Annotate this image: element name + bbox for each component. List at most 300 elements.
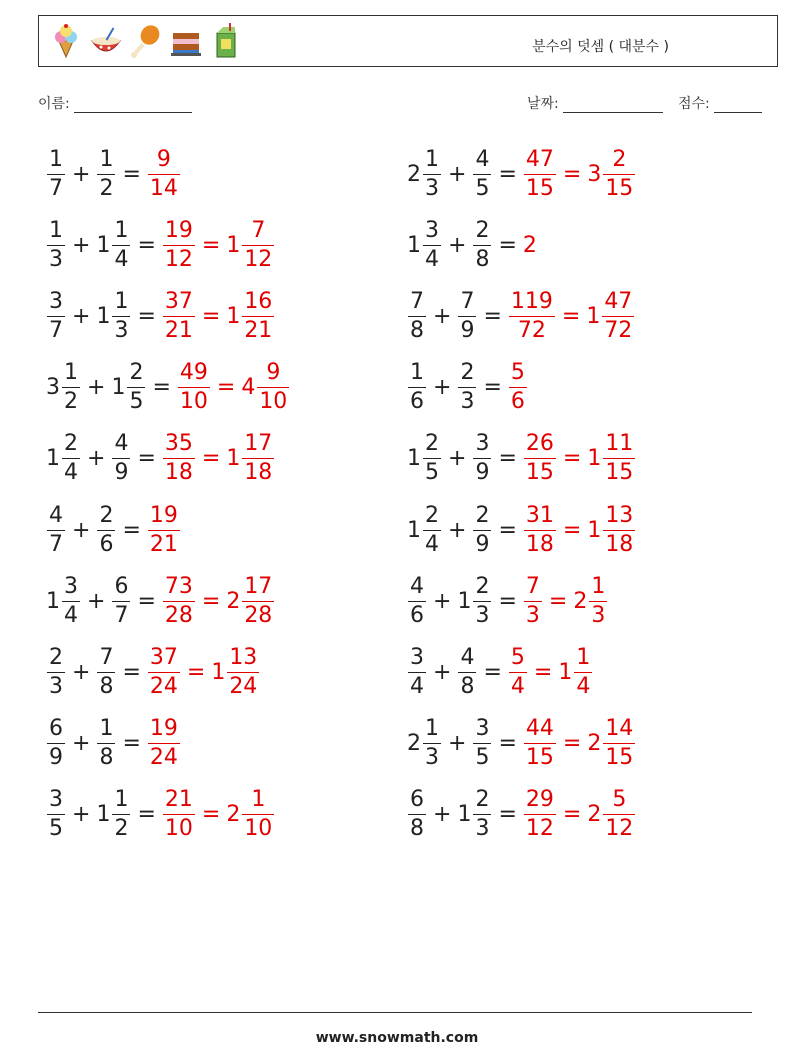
answer-equals-sign: = [548, 588, 568, 614]
addend-a-denominator: 5 [49, 816, 63, 842]
answer-equals-sign: = [186, 659, 206, 685]
header-icons [49, 23, 243, 59]
addend-b-fraction [112, 433, 130, 484]
addend-b-numerator: 2 [475, 787, 490, 813]
answer-fraction [603, 502, 635, 557]
score-label: 점수: [678, 96, 710, 112]
addend-b-whole: 1 [96, 303, 111, 329]
answer-equals-sign: = [201, 303, 221, 329]
answer-denominator: 12 [605, 816, 634, 842]
addend-a-denominator: 3 [49, 673, 63, 699]
addend-b-number [96, 146, 116, 201]
addend-a-number [407, 146, 442, 201]
problem-item [407, 139, 636, 209]
addend-b-number [111, 433, 131, 484]
problem-item [407, 210, 538, 280]
equals-sign: = [498, 232, 517, 258]
addend-a-numerator: 1 [49, 217, 63, 243]
answer-number [147, 644, 181, 699]
plus-sign: + [72, 303, 91, 329]
equals-sign: = [137, 446, 156, 472]
addend-b-number [472, 718, 492, 769]
answer-whole: 3 [587, 161, 602, 187]
answer-denominator: 12 [164, 246, 193, 272]
addend-a-numerator: 1 [425, 146, 439, 172]
addend-b-denominator: 9 [114, 460, 129, 486]
addend-b-numerator: 4 [114, 431, 129, 457]
answer-number [226, 789, 275, 840]
addend-a-fraction [62, 433, 80, 484]
answer-numerator: 47 [604, 288, 633, 314]
answer [147, 146, 181, 201]
answer-numerator: 16 [244, 288, 273, 314]
addend-a-denominator: 4 [64, 602, 78, 628]
answer-equals-sign: = [201, 802, 221, 828]
addend-a-number [46, 217, 66, 272]
answer-denominator: 24 [149, 673, 178, 699]
plus-sign: + [72, 802, 91, 828]
addend-a-fraction [423, 217, 441, 272]
answer-number [508, 644, 528, 699]
equals-sign: = [498, 588, 517, 614]
problem-item [46, 495, 181, 565]
answer-fraction [603, 718, 635, 769]
answer-number [162, 573, 196, 628]
answer-number [587, 789, 636, 840]
date-field [527, 93, 663, 113]
addend-a-fraction [62, 573, 80, 628]
problem-item [407, 637, 593, 707]
addend-a-fraction [408, 573, 426, 628]
answer-numerator: 49 [179, 360, 208, 386]
addend-b-fraction [458, 288, 476, 343]
addend-b-numerator: 2 [475, 573, 490, 599]
problem-item [407, 495, 636, 565]
addend-a-numerator: 4 [49, 502, 63, 528]
answer-number [162, 288, 196, 343]
answer-equals-sign: = [201, 446, 221, 472]
answer-number [586, 288, 635, 343]
addend-b-number [96, 502, 116, 557]
answer-whole: 2 [226, 802, 241, 828]
answer-equals-sign: = [216, 375, 236, 401]
answer-numerator: 13 [229, 644, 258, 670]
cake-icon [169, 23, 203, 59]
addend-b-fraction [458, 644, 476, 699]
addend-a-whole: 1 [407, 232, 421, 258]
answer-number [508, 288, 556, 343]
answer-whole: 1 [211, 659, 226, 685]
answer-number [162, 433, 196, 484]
answer-denominator: 15 [605, 745, 634, 771]
addend-a-number [407, 502, 442, 557]
answer-fraction [524, 146, 556, 201]
addend-a-fraction [47, 789, 65, 840]
answer-fraction [603, 433, 635, 484]
addend-b-number [96, 217, 131, 272]
equals-sign: = [152, 375, 171, 401]
answer-denominator: 18 [525, 531, 554, 557]
answer [508, 288, 635, 343]
addend-a-number [46, 573, 81, 628]
problem-item [46, 637, 260, 707]
answer-denominator: 15 [525, 745, 554, 771]
addend-a-fraction [47, 288, 65, 343]
answer-denominator: 21 [149, 531, 178, 557]
addend-a-numerator: 2 [64, 431, 78, 457]
addend-b-number [457, 362, 477, 413]
answer-denominator: 4 [510, 673, 525, 699]
equals-sign: = [498, 731, 517, 757]
addend-a-denominator: 7 [49, 317, 63, 343]
addend-b-denominator: 3 [114, 317, 129, 343]
addend-b-number [96, 644, 116, 699]
addend-a-whole: 3 [46, 375, 60, 401]
answer-equals-sign: = [562, 517, 582, 543]
answer-denominator: 72 [509, 316, 555, 342]
addend-a-fraction [47, 718, 65, 769]
answer [523, 573, 608, 628]
answer-fraction [602, 288, 634, 343]
chicken-leg-icon [129, 23, 163, 59]
addend-a-numerator: 6 [49, 716, 63, 742]
header-box [38, 15, 778, 67]
name-line [74, 98, 192, 113]
footer-url: www.snowmath.com [315, 1030, 479, 1046]
addend-b-fraction [473, 433, 491, 484]
answer-fraction [509, 362, 527, 413]
addend-b-whole: 1 [96, 802, 111, 828]
plus-sign: + [72, 517, 91, 543]
plus-sign: + [87, 446, 106, 472]
answer-numerator: 17 [244, 431, 273, 457]
answer-fraction [524, 789, 556, 840]
addend-a-numerator: 1 [425, 716, 439, 742]
problem-item [46, 780, 275, 850]
answer-equals-sign: = [562, 446, 582, 472]
addend-b-whole: 1 [111, 375, 126, 401]
answer-numerator: 26 [525, 431, 554, 457]
answer-denominator: 18 [605, 531, 634, 557]
answer-number [162, 217, 196, 272]
addend-a-number [46, 644, 66, 699]
addend-a-denominator: 7 [49, 175, 63, 201]
addend-b-number [457, 573, 492, 628]
problem-item [46, 709, 181, 779]
addend-a-fraction [408, 362, 426, 413]
answer-fraction [603, 789, 635, 840]
addend-b-fraction [473, 718, 491, 769]
answer-denominator: 72 [604, 317, 633, 343]
answer-fraction [524, 573, 542, 628]
problem-item [407, 424, 636, 494]
answer-number [523, 433, 557, 484]
answer [523, 233, 538, 258]
addend-b-fraction [127, 362, 145, 413]
addend-b-number [457, 789, 492, 840]
addend-b-fraction [97, 718, 115, 769]
addend-b-number [111, 573, 131, 628]
answer [523, 718, 636, 769]
addend-b-numerator: 2 [460, 360, 475, 386]
addend-a-number [407, 433, 442, 484]
addend-b-denominator: 8 [460, 673, 475, 699]
problem-item [46, 566, 275, 636]
answer-fraction [574, 644, 592, 699]
addend-a-denominator: 2 [64, 389, 78, 415]
answer-numerator: 5 [510, 360, 525, 386]
rice-bowl-icon [89, 23, 123, 59]
plus-sign: + [433, 588, 452, 614]
answer [162, 573, 275, 628]
answer-fraction [509, 288, 555, 343]
addend-a-fraction [423, 146, 441, 201]
answer-numerator: 31 [525, 502, 554, 528]
problem-item [46, 210, 275, 280]
equals-sign: = [498, 161, 517, 187]
answer [162, 217, 275, 272]
plus-sign: + [433, 375, 452, 401]
addend-a-denominator: 8 [410, 816, 424, 842]
addend-a-denominator: 4 [410, 673, 424, 699]
addend-b-fraction [473, 502, 491, 557]
juice-box-icon [209, 23, 243, 59]
plus-sign: + [87, 375, 106, 401]
equals-sign: = [137, 232, 156, 258]
equals-sign: = [483, 659, 502, 685]
footer-divider [38, 1012, 752, 1013]
addend-b-denominator: 3 [475, 816, 490, 842]
answer-number [587, 433, 636, 484]
answer-denominator: 18 [164, 460, 193, 486]
answer [508, 644, 593, 699]
problem-item [46, 281, 275, 351]
answer-number [523, 573, 543, 628]
answer-equals-sign: = [562, 731, 582, 757]
answer [508, 362, 528, 413]
plus-sign: + [72, 232, 91, 258]
addend-b-denominator: 5 [475, 745, 490, 771]
answer-number [587, 718, 636, 769]
answer-denominator: 21 [164, 317, 193, 343]
addend-a-number [46, 789, 66, 840]
answer-whole: 2 [573, 588, 588, 614]
plus-sign: + [448, 731, 467, 757]
answer-equals-sign: = [561, 303, 581, 329]
addend-a-whole: 1 [46, 588, 60, 614]
answer-numerator: 37 [164, 288, 193, 314]
answer-whole: 1 [226, 232, 241, 258]
addend-a-numerator: 3 [49, 787, 63, 813]
addend-a-denominator: 7 [49, 531, 63, 557]
answer-denominator: 10 [179, 389, 208, 415]
addend-a-numerator: 2 [425, 502, 439, 528]
addend-b-numerator: 2 [99, 502, 114, 528]
plus-sign: + [448, 161, 467, 187]
addend-a-fraction [423, 433, 441, 484]
equals-sign: = [137, 303, 156, 329]
addend-a-fraction [47, 217, 65, 272]
addend-a-fraction [47, 502, 65, 557]
answer [523, 789, 636, 840]
addend-a-fraction [423, 718, 441, 769]
addend-a-fraction [408, 288, 426, 343]
addend-b-denominator: 6 [99, 531, 114, 557]
answer-numerator: 11 [605, 431, 634, 457]
answer-numerator: 37 [149, 644, 178, 670]
answer [523, 502, 636, 557]
score-line [714, 98, 762, 113]
addend-b-whole: 1 [457, 588, 472, 614]
answer-denominator: 10 [164, 816, 193, 842]
answer-fraction [148, 146, 180, 201]
addend-b-numerator: 6 [114, 573, 129, 599]
answer-whole: 1 [226, 303, 241, 329]
addend-b-denominator: 4 [114, 246, 129, 272]
addend-b-denominator: 7 [114, 602, 129, 628]
answer-number [523, 146, 557, 201]
addend-b-numerator: 1 [114, 787, 129, 813]
addend-a-number [46, 502, 66, 557]
equals-sign: = [498, 517, 517, 543]
answer-number [177, 362, 211, 413]
answer-whole: 1 [587, 517, 602, 543]
answer-number [226, 433, 275, 484]
addend-a-number [46, 718, 66, 769]
answer [147, 644, 260, 699]
addend-a-number [407, 362, 427, 413]
answer-number [523, 718, 557, 769]
addend-b-numerator: 1 [99, 716, 114, 742]
addend-a-denominator: 8 [410, 317, 424, 343]
equals-sign: = [498, 802, 517, 828]
answer-denominator: 15 [605, 175, 634, 201]
addend-b-numerator: 4 [475, 146, 490, 172]
addend-b-number [472, 217, 492, 272]
equals-sign: = [137, 802, 156, 828]
answer-denominator: 3 [591, 602, 606, 628]
answer-numerator: 5 [510, 644, 525, 670]
addend-b-numerator: 3 [475, 431, 490, 457]
answer-whole: 1 [586, 303, 601, 329]
plus-sign: + [448, 517, 467, 543]
plus-sign: + [448, 232, 467, 258]
answer-fraction [242, 789, 274, 840]
answer-fraction [178, 362, 210, 413]
answer-number [241, 362, 290, 413]
addend-a-numerator: 6 [410, 787, 424, 813]
addend-a-number [407, 288, 427, 343]
date-line [563, 98, 663, 113]
addend-a-denominator: 6 [410, 602, 424, 628]
equals-sign: = [483, 375, 502, 401]
ice-cream-icon [49, 23, 83, 59]
answer-denominator: 12 [244, 246, 273, 272]
answer-equals-sign: = [201, 232, 221, 258]
answer-number [226, 217, 275, 272]
name-label: 이름: [38, 96, 70, 112]
plus-sign: + [72, 659, 91, 685]
addend-b-fraction [112, 217, 130, 272]
answer-fraction [227, 644, 259, 699]
worksheet-title: 분수의 덧셈 ( 대분수 ) [532, 39, 669, 55]
answer-number [147, 146, 181, 201]
answer-number [523, 502, 557, 557]
answer-numerator: 13 [605, 502, 634, 528]
answer-fraction [524, 718, 556, 769]
addend-b-denominator: 9 [475, 531, 490, 557]
answer-fraction [148, 502, 180, 557]
addend-a-number [46, 146, 66, 201]
answer-numerator: 17 [244, 573, 273, 599]
equals-sign: = [498, 446, 517, 472]
addend-b-numerator: 1 [114, 217, 129, 243]
answer-numerator: 9 [156, 146, 171, 172]
answer-denominator: 18 [244, 460, 273, 486]
answer-denominator: 6 [510, 389, 525, 415]
addend-b-denominator: 5 [129, 389, 144, 415]
answer-denominator: 10 [259, 389, 288, 415]
addend-a-fraction [47, 146, 65, 201]
answer-whole: 2 [226, 588, 241, 614]
addend-b-whole: 1 [96, 232, 111, 258]
addend-b-fraction [473, 573, 491, 628]
addend-a-whole: 1 [46, 446, 60, 472]
addend-b-fraction [97, 644, 115, 699]
answer-denominator: 14 [149, 175, 178, 201]
answer-numerator: 19 [149, 716, 178, 742]
answer-numerator: 9 [266, 360, 281, 386]
answer-numerator: 35 [164, 431, 193, 457]
answer-fraction [524, 433, 556, 484]
problem-item [46, 139, 181, 209]
answer-denominator: 15 [605, 460, 634, 486]
addend-b-denominator: 2 [99, 175, 114, 201]
answer [147, 502, 181, 557]
answer-fraction [242, 573, 274, 628]
score-field [678, 93, 762, 113]
addend-a-number [46, 288, 66, 343]
addend-b-fraction [473, 146, 491, 201]
answer-fraction [603, 146, 635, 201]
problem-item [407, 281, 635, 351]
answer-number [573, 573, 608, 628]
plus-sign: + [433, 659, 452, 685]
answer-denominator: 3 [525, 602, 540, 628]
answer-equals-sign: = [533, 659, 553, 685]
addend-b-number [457, 288, 477, 343]
answer-whole: 2 [587, 802, 602, 828]
problem-item [407, 353, 528, 423]
answer-denominator: 12 [525, 816, 554, 842]
addend-b-denominator: 8 [99, 745, 114, 771]
addend-b-number [111, 362, 146, 413]
equals-sign: = [122, 161, 141, 187]
addend-b-number [457, 644, 477, 699]
answer-denominator: 15 [525, 460, 554, 486]
addend-b-fraction [97, 146, 115, 201]
plus-sign: + [448, 446, 467, 472]
answer-fraction [163, 217, 195, 272]
addend-b-numerator: 7 [460, 288, 475, 314]
answer-denominator: 28 [164, 602, 193, 628]
addend-a-denominator: 4 [425, 531, 439, 557]
answer [162, 789, 275, 840]
name-field [38, 93, 192, 113]
answer-fraction [509, 644, 527, 699]
answer-numerator: 1 [251, 787, 266, 813]
problem-item [407, 780, 636, 850]
